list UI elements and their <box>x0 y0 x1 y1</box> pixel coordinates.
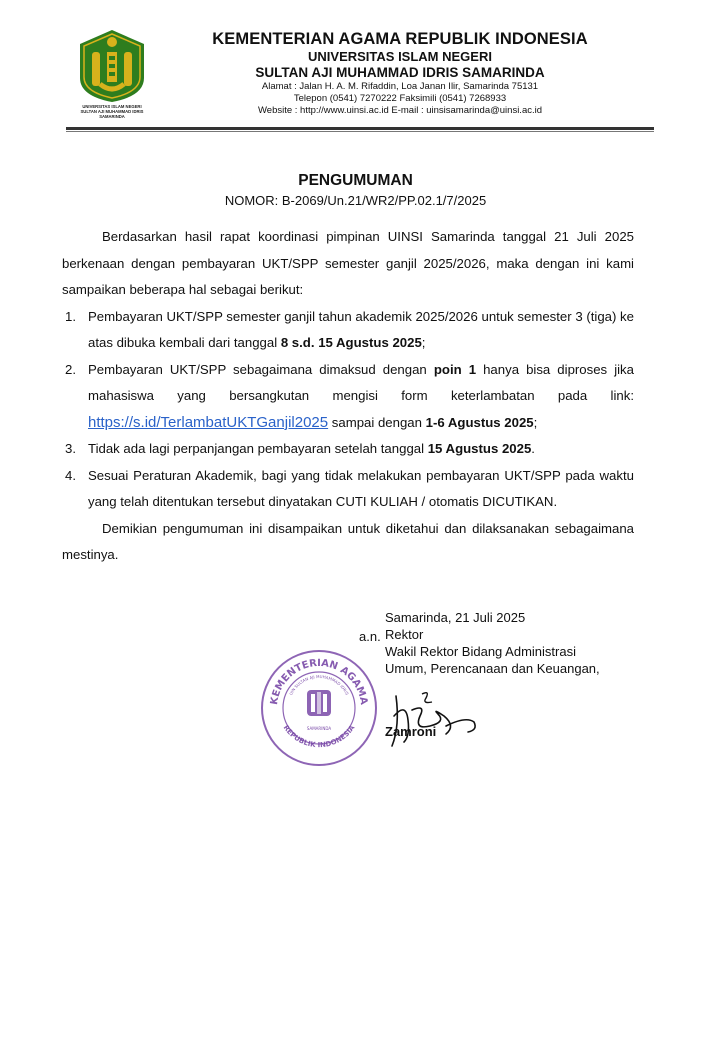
item-bold: 8 s.d. 15 Agustus 2025 <box>280 335 422 350</box>
signer-role-2: Wakil Rektor Bidang Administrasi <box>385 644 576 659</box>
logo-caption <box>70 104 154 119</box>
stamp-top-text: KEMENTERIAN AGAMA <box>269 657 369 706</box>
handwritten-signature <box>386 686 486 750</box>
place-date: Samarinda, 21 Juli 2025 <box>385 610 526 625</box>
signer-role-3: Umum, Perencanaan dan Keuangan, <box>385 661 600 676</box>
stamp-small-text: SAMARINDA <box>306 726 332 731</box>
signer-role-1: Rektor <box>385 627 424 642</box>
letterhead <box>160 30 640 117</box>
list-item <box>62 357 634 437</box>
list-number: 1. <box>65 308 76 324</box>
website-email: Website : http://www.uinsi.ac.id E-mail : uinsisamarinda@uinsi.ac.id <box>257 105 543 116</box>
header-rule <box>66 127 654 130</box>
list-number: 2. <box>65 361 76 377</box>
document-number: NOMOR: B-2069/Un.21/WR2/PP.02.1/7/2025 <box>224 193 487 208</box>
address: Alamat : Jalan H. A. M. Rifaddin, Loa Janan Ilir, Samarinda 75131 <box>261 81 539 92</box>
item-bold: poin 1 <box>433 361 477 377</box>
stamp-emblem <box>307 690 331 716</box>
document-body <box>62 224 634 569</box>
stamp-inner-text: UIN SULTAN AJI MUHAMMAD IDRIS <box>288 673 350 696</box>
header-rule-thin <box>66 131 654 132</box>
item-text: Tidak ada lagi perpanjangan pembayaran setelah tanggal <box>88 441 428 456</box>
item-text: Sesuai Peraturan Akademik, bagi yang tidak melakukan pembayaran UKT/SPP pada waktu yang telah ditentukan tersebut dinyatakan CUTI KULIAH / otomatis DICUTIKAN. <box>88 467 634 509</box>
stamp-bottom-text: REPUBLIK INDONESIA <box>281 723 357 750</box>
list-number: 4. <box>65 467 76 483</box>
an-label: a.n. <box>359 629 381 644</box>
logo-caption-line: UNIVERSITAS ISLAM NEGERI <box>82 104 142 109</box>
signer-name: Zamroni <box>385 724 437 739</box>
item-text: ; <box>421 335 426 350</box>
list-number: 3. <box>65 441 76 456</box>
logo-caption-line: SULTAN AJI MUHAMMAD IDRIS <box>80 109 144 114</box>
intro-paragraph: Berdasarkan hasil rapat koordinasi pimpinan UINSI Samarinda tanggal 21 Juli 2025 berkenaan dengan pembayaran UKT/SPP semester ganjil 2025/2026, maka dengan ini kami sampaikan beberapa hal sebagai berikut: <box>62 229 634 297</box>
item-text: sampai dengan <box>328 414 426 430</box>
item-text: ; <box>533 414 538 430</box>
item-text: . <box>531 441 535 456</box>
closing-paragraph: Demikian pengumuman ini disampaikan untuk diketahui dan dilaksanakan sebagaimana mestinya. <box>62 520 634 562</box>
item-text: Pembayaran UKT/SPP sebagaimana dimaksud dengan <box>88 361 434 377</box>
item-text: hanya bisa diproses jika mahasiswa yang bersangkutan mengisi form keterlambatan pada link: <box>88 361 634 403</box>
list-item <box>62 463 634 516</box>
list-item <box>62 436 634 463</box>
document-title: PENGUMUMAN <box>298 172 413 189</box>
official-stamp <box>259 648 379 768</box>
item-bold: 1-6 Agustus 2025 <box>425 414 534 430</box>
logo-caption-line: SAMARINDA <box>99 114 125 119</box>
late-form-link[interactable]: https://s.id/TerlambatUKTGanjil2025 <box>88 413 329 431</box>
university-name: SULTAN AJI MUHAMMAD IDRIS SAMARINDA <box>255 65 545 80</box>
university-type: UNIVERSITAS ISLAM NEGERI <box>308 49 492 64</box>
list-item <box>62 304 634 357</box>
phone: Telepon (0541) 7270222 Faksimili (0541) 7268933 <box>293 93 507 104</box>
item-bold: 15 Agustus 2025 <box>427 441 532 456</box>
item-text: Pembayaran UKT/SPP semester ganjil tahun akademik 2025/2026 untuk semester 3 (tiga) ke atas dibuka kembali dari tanggal <box>88 308 634 350</box>
ministry-name: KEMENTERIAN AGAMA REPUBLIK INDONESIA <box>212 30 588 48</box>
announcement-list <box>62 304 634 516</box>
